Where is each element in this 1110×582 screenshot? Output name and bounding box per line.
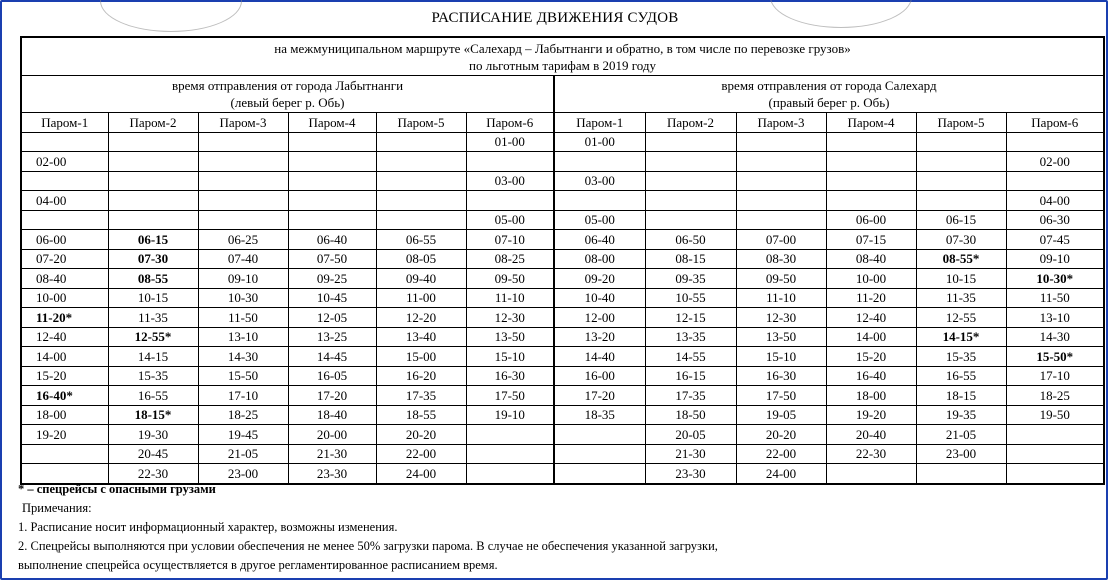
departure-time-cell [198, 210, 288, 230]
departure-time-cell [736, 210, 826, 230]
departure-time-cell: 19-10 [466, 405, 554, 425]
departure-time-cell: 16-55 [916, 366, 1006, 386]
left-direction-line-2: (левый берег р. Обь) [230, 95, 345, 110]
departure-time-cell: 16-30 [736, 366, 826, 386]
schedule-table [20, 36, 1105, 485]
route-line-1: на межмуниципальном маршруте «Салехард – Лабытнанги и обратно, в том числе по перевозке грузов» [274, 40, 851, 56]
departure-time-cell: 06-55 [376, 230, 466, 250]
direction-header-row [21, 76, 1104, 113]
route-description [21, 37, 1104, 76]
departure-time-cell: 06-30 [1006, 210, 1104, 230]
departure-time-cell: 12-15 [645, 308, 736, 328]
table-row [21, 444, 1104, 464]
departure-time-cell: 05-00 [466, 210, 554, 230]
departure-time-cell: 06-40 [288, 230, 376, 250]
departure-time-cell: 09-50 [466, 269, 554, 289]
departure-time-cell: 09-20 [554, 269, 645, 289]
table-row [21, 249, 1104, 269]
ferry-header-right-5: Паром-5 [916, 113, 1006, 133]
departure-time-cell: 06-25 [198, 230, 288, 250]
departure-time-cell: 15-20 [826, 347, 916, 367]
departure-time-cell: 18-25 [1006, 386, 1104, 406]
departure-time-cell: 17-35 [645, 386, 736, 406]
ferry-header-right-3: Паром-3 [736, 113, 826, 133]
right-direction-header [554, 76, 1104, 113]
departure-time-cell [554, 152, 645, 172]
departure-time-cell: 20-45 [108, 444, 198, 464]
departure-time-cell: 21-30 [645, 444, 736, 464]
departure-time-cell: 17-20 [554, 386, 645, 406]
departure-time-cell: 13-20 [554, 327, 645, 347]
departure-time-cell: 13-40 [376, 327, 466, 347]
departure-time-cell [21, 171, 108, 191]
departure-time-cell: 18-50 [645, 405, 736, 425]
note-1: 1. Расписание носит информационный характер, возможны изменения. [18, 520, 398, 534]
table-row [21, 366, 1104, 386]
ferry-header-left-2: Паром-2 [108, 113, 198, 133]
departure-time-cell: 10-30* [1006, 269, 1104, 289]
departure-time-cell: 03-00 [554, 171, 645, 191]
departure-time-cell: 10-00 [826, 269, 916, 289]
table-row [21, 210, 1104, 230]
departure-time-cell [645, 152, 736, 172]
departure-time-cell: 14-30 [1006, 327, 1104, 347]
departure-time-cell: 22-30 [108, 464, 198, 484]
table-row [21, 152, 1104, 172]
departure-time-cell [736, 191, 826, 211]
ferry-header-row [21, 113, 1104, 133]
departure-time-cell: 23-30 [288, 464, 376, 484]
departure-time-cell: 07-50 [288, 249, 376, 269]
departure-time-cell: 16-55 [108, 386, 198, 406]
departure-time-cell [645, 210, 736, 230]
departure-time-cell: 13-35 [645, 327, 736, 347]
departure-time-cell: 08-30 [736, 249, 826, 269]
departure-time-cell [466, 191, 554, 211]
departure-time-cell: 18-00 [21, 405, 108, 425]
departure-time-cell: 19-05 [736, 405, 826, 425]
departure-time-cell [108, 152, 198, 172]
departure-time-cell: 17-10 [198, 386, 288, 406]
right-direction-line-1: время отправления от города Салехард [721, 78, 937, 93]
departure-time-cell: 07-30 [108, 249, 198, 269]
departure-time-cell: 18-00 [826, 386, 916, 406]
departure-time-cell: 15-10 [736, 347, 826, 367]
departure-time-cell: 14-55 [645, 347, 736, 367]
departure-time-cell: 06-00 [826, 210, 916, 230]
departure-time-cell: 10-30 [198, 288, 288, 308]
departure-time-cell: 08-55 [108, 269, 198, 289]
route-header-row [21, 37, 1104, 76]
departure-time-cell: 12-20 [376, 308, 466, 328]
departure-time-cell [288, 210, 376, 230]
left-direction-header [21, 76, 554, 113]
table-row [21, 308, 1104, 328]
departure-time-cell: 14-30 [198, 347, 288, 367]
departure-time-cell [736, 132, 826, 152]
departure-time-cell: 09-10 [198, 269, 288, 289]
departure-time-cell [1006, 171, 1104, 191]
departure-time-cell: 12-30 [736, 308, 826, 328]
departure-time-cell: 07-15 [826, 230, 916, 250]
departure-time-cell [1006, 444, 1104, 464]
departure-time-cell: 17-50 [736, 386, 826, 406]
departure-time-cell: 14-40 [554, 347, 645, 367]
departure-time-cell: 11-00 [376, 288, 466, 308]
departure-time-cell: 08-40 [21, 269, 108, 289]
departure-time-cell: 18-25 [198, 405, 288, 425]
departure-time-cell [108, 132, 198, 152]
departure-time-cell: 12-05 [288, 308, 376, 328]
table-row [21, 425, 1104, 445]
table-row [21, 347, 1104, 367]
departure-time-cell: 13-25 [288, 327, 376, 347]
table-row [21, 327, 1104, 347]
right-direction-line-2: (правый берег р. Обь) [768, 95, 890, 110]
ferry-header-left-3: Паром-3 [198, 113, 288, 133]
departure-time-cell: 16-40* [21, 386, 108, 406]
departure-time-cell [916, 191, 1006, 211]
departure-time-cell [376, 132, 466, 152]
departure-time-cell [288, 152, 376, 172]
ferry-header-left-6: Паром-6 [466, 113, 554, 133]
ferry-header-left-1: Паром-1 [21, 113, 108, 133]
departure-time-cell: 13-50 [736, 327, 826, 347]
departure-time-cell: 19-20 [826, 405, 916, 425]
departure-time-cell: 11-20 [826, 288, 916, 308]
departure-time-cell: 11-10 [466, 288, 554, 308]
departure-time-cell: 10-45 [288, 288, 376, 308]
departure-time-cell [466, 152, 554, 172]
departure-time-cell: 09-50 [736, 269, 826, 289]
departure-time-cell: 07-00 [736, 230, 826, 250]
departure-time-cell: 16-05 [288, 366, 376, 386]
left-direction-line-1: время отправления от города Лабытнанги [171, 78, 404, 93]
departure-time-cell: 12-40 [21, 327, 108, 347]
departure-time-cell: 02-00 [21, 152, 108, 172]
ferry-header-right-1: Паром-1 [554, 113, 645, 133]
departure-time-cell [376, 210, 466, 230]
departure-time-cell: 08-25 [466, 249, 554, 269]
departure-time-cell: 08-55* [916, 249, 1006, 269]
departure-time-cell [288, 191, 376, 211]
table-row [21, 288, 1104, 308]
departure-time-cell: 16-30 [466, 366, 554, 386]
departure-time-cell [554, 191, 645, 211]
departure-time-cell: 18-40 [288, 405, 376, 425]
table-row [21, 405, 1104, 425]
departure-time-cell [1006, 425, 1104, 445]
departure-time-cell: 01-00 [466, 132, 554, 152]
departure-time-cell: 22-30 [826, 444, 916, 464]
departure-time-cell [645, 171, 736, 191]
departure-time-cell: 11-35 [916, 288, 1006, 308]
departure-time-cell: 12-00 [554, 308, 645, 328]
departure-time-cell: 17-35 [376, 386, 466, 406]
departure-time-cell [198, 132, 288, 152]
departure-time-cell [376, 191, 466, 211]
departure-time-cell: 21-05 [198, 444, 288, 464]
departure-time-cell: 13-10 [1006, 308, 1104, 328]
departure-time-cell: 06-40 [554, 230, 645, 250]
departure-time-cell: 15-50 [198, 366, 288, 386]
departure-time-cell: 17-10 [1006, 366, 1104, 386]
departure-time-cell: 12-40 [826, 308, 916, 328]
departure-time-cell: 20-00 [288, 425, 376, 445]
table-row [21, 191, 1104, 211]
ferry-header-left-4: Паром-4 [288, 113, 376, 133]
departure-time-cell [916, 171, 1006, 191]
departure-time-cell: 15-00 [376, 347, 466, 367]
departure-time-cell: 01-00 [554, 132, 645, 152]
departure-time-cell: 07-10 [466, 230, 554, 250]
departure-time-cell: 06-00 [21, 230, 108, 250]
departure-time-cell: 15-20 [21, 366, 108, 386]
departure-time-cell: 09-40 [376, 269, 466, 289]
departure-time-cell [1006, 132, 1104, 152]
departure-time-cell [198, 171, 288, 191]
departure-time-cell: 18-15 [916, 386, 1006, 406]
departure-time-cell: 19-30 [108, 425, 198, 445]
departure-time-cell: 12-30 [466, 308, 554, 328]
departure-time-cell: 12-55 [916, 308, 1006, 328]
departure-time-cell [736, 171, 826, 191]
departure-time-cell: 09-10 [1006, 249, 1104, 269]
departure-time-cell [21, 132, 108, 152]
departure-time-cell: 08-40 [826, 249, 916, 269]
departure-time-cell: 13-50 [466, 327, 554, 347]
table-row [21, 171, 1104, 191]
departure-time-cell [645, 191, 736, 211]
departure-time-cell: 12-55* [108, 327, 198, 347]
departure-time-cell [21, 210, 108, 230]
departure-time-cell [466, 425, 554, 445]
departure-time-cell: 06-15 [916, 210, 1006, 230]
departure-time-cell: 20-20 [376, 425, 466, 445]
departure-time-cell: 19-50 [1006, 405, 1104, 425]
departure-time-cell: 16-00 [554, 366, 645, 386]
departure-time-cell: 15-10 [466, 347, 554, 367]
departure-time-cell: 07-20 [21, 249, 108, 269]
departure-time-cell: 20-40 [826, 425, 916, 445]
departure-time-cell: 20-20 [736, 425, 826, 445]
departure-time-cell [108, 171, 198, 191]
departure-time-cell: 11-10 [736, 288, 826, 308]
table-row [21, 269, 1104, 289]
ferry-header-right-6: Паром-6 [1006, 113, 1104, 133]
departure-time-cell: 14-15 [108, 347, 198, 367]
departure-time-cell: 14-00 [21, 347, 108, 367]
departure-time-cell: 23-00 [916, 444, 1006, 464]
departure-time-cell: 08-05 [376, 249, 466, 269]
departure-time-cell [288, 132, 376, 152]
table-row [21, 230, 1104, 250]
departure-time-cell: 17-50 [466, 386, 554, 406]
departure-time-cell: 11-50 [1006, 288, 1104, 308]
departure-time-cell [826, 191, 916, 211]
table-row [21, 386, 1104, 406]
departure-time-cell: 08-00 [554, 249, 645, 269]
departure-time-cell [554, 425, 645, 445]
departure-time-cell: 13-10 [198, 327, 288, 347]
departure-time-cell: 10-15 [916, 269, 1006, 289]
departure-time-cell: 14-45 [288, 347, 376, 367]
departure-time-cell [645, 132, 736, 152]
route-line-2: по льготным тарифам в 2019 году [469, 57, 656, 73]
departure-time-cell [198, 191, 288, 211]
departure-time-cell: 16-15 [645, 366, 736, 386]
ferry-header-right-4: Паром-4 [826, 113, 916, 133]
departure-time-cell: 18-35 [554, 405, 645, 425]
departure-time-cell: 10-55 [645, 288, 736, 308]
departure-time-cell: 23-00 [198, 464, 288, 484]
departure-time-cell [108, 191, 198, 211]
departure-time-cell: 19-45 [198, 425, 288, 445]
departure-time-cell: 14-00 [826, 327, 916, 347]
departure-time-cell [826, 152, 916, 172]
departure-time-cell: 23-30 [645, 464, 736, 484]
note-3: выполнение спецрейса осуществляется в другое регламентированное расписанием время. [18, 558, 498, 572]
departure-time-cell: 19-35 [916, 405, 1006, 425]
departure-time-cell: 19-20 [21, 425, 108, 445]
legend-note: * – спецрейсы с опасными грузами [18, 482, 216, 496]
departure-time-cell: 18-15* [108, 405, 198, 425]
departure-time-cell: 09-35 [645, 269, 736, 289]
document-title: РАСПИСАНИЕ ДВИЖЕНИЯ СУДОВ [431, 10, 679, 26]
departure-time-cell: 21-30 [288, 444, 376, 464]
departure-time-cell: 05-00 [554, 210, 645, 230]
departure-time-cell: 04-00 [21, 191, 108, 211]
departure-time-cell: 24-00 [376, 464, 466, 484]
departure-time-cell: 14-15* [916, 327, 1006, 347]
departure-time-cell: 10-15 [108, 288, 198, 308]
departure-time-cell: 16-40 [826, 366, 916, 386]
departure-time-cell [916, 132, 1006, 152]
ferry-header-right-2: Паром-2 [645, 113, 736, 133]
departure-time-cell: 17-20 [288, 386, 376, 406]
departure-time-cell [916, 152, 1006, 172]
departure-time-cell: 11-35 [108, 308, 198, 328]
departure-time-cell [826, 171, 916, 191]
ferry-header-left-5: Паром-5 [376, 113, 466, 133]
departure-time-cell: 08-15 [645, 249, 736, 269]
departure-time-cell [466, 444, 554, 464]
departure-time-cell: 10-40 [554, 288, 645, 308]
note-2: 2. Спецрейсы выполняются при условии обеспечения не менее 50% загрузки парома. В случае не обеспечения указанной загрузки, [18, 539, 718, 553]
departure-time-cell: 09-25 [288, 269, 376, 289]
departure-time-cell [198, 152, 288, 172]
departure-time-cell: 18-55 [376, 405, 466, 425]
departure-time-cell: 22-00 [736, 444, 826, 464]
departure-time-cell: 06-50 [645, 230, 736, 250]
departure-time-cell [288, 171, 376, 191]
departure-time-cell [376, 152, 466, 172]
departure-time-cell: 04-00 [1006, 191, 1104, 211]
departure-time-cell [376, 171, 466, 191]
notes-header: Примечания: [22, 501, 92, 515]
departure-time-cell: 20-05 [645, 425, 736, 445]
departure-time-cell: 15-35 [108, 366, 198, 386]
departure-time-cell [108, 210, 198, 230]
departure-time-cell: 06-15 [108, 230, 198, 250]
departure-time-cell: 07-40 [198, 249, 288, 269]
departure-time-cell: 03-00 [466, 171, 554, 191]
departure-time-cell: 22-00 [376, 444, 466, 464]
departure-time-cell: 07-45 [1006, 230, 1104, 250]
departure-time-cell: 15-50* [1006, 347, 1104, 367]
notes-section [18, 480, 1098, 575]
departure-time-cell [736, 152, 826, 172]
departure-time-cell: 10-00 [21, 288, 108, 308]
departure-time-cell [554, 444, 645, 464]
departure-time-cell: 15-35 [916, 347, 1006, 367]
departure-time-cell: 11-20* [21, 308, 108, 328]
departure-time-cell: 02-00 [1006, 152, 1104, 172]
departure-time-cell: 11-50 [198, 308, 288, 328]
departure-time-cell [21, 444, 108, 464]
departure-time-cell: 07-30 [916, 230, 1006, 250]
departure-time-cell: 21-05 [916, 425, 1006, 445]
departure-time-cell: 24-00 [736, 464, 826, 484]
departure-time-cell [826, 132, 916, 152]
departure-time-cell: 16-20 [376, 366, 466, 386]
table-row [21, 132, 1104, 152]
